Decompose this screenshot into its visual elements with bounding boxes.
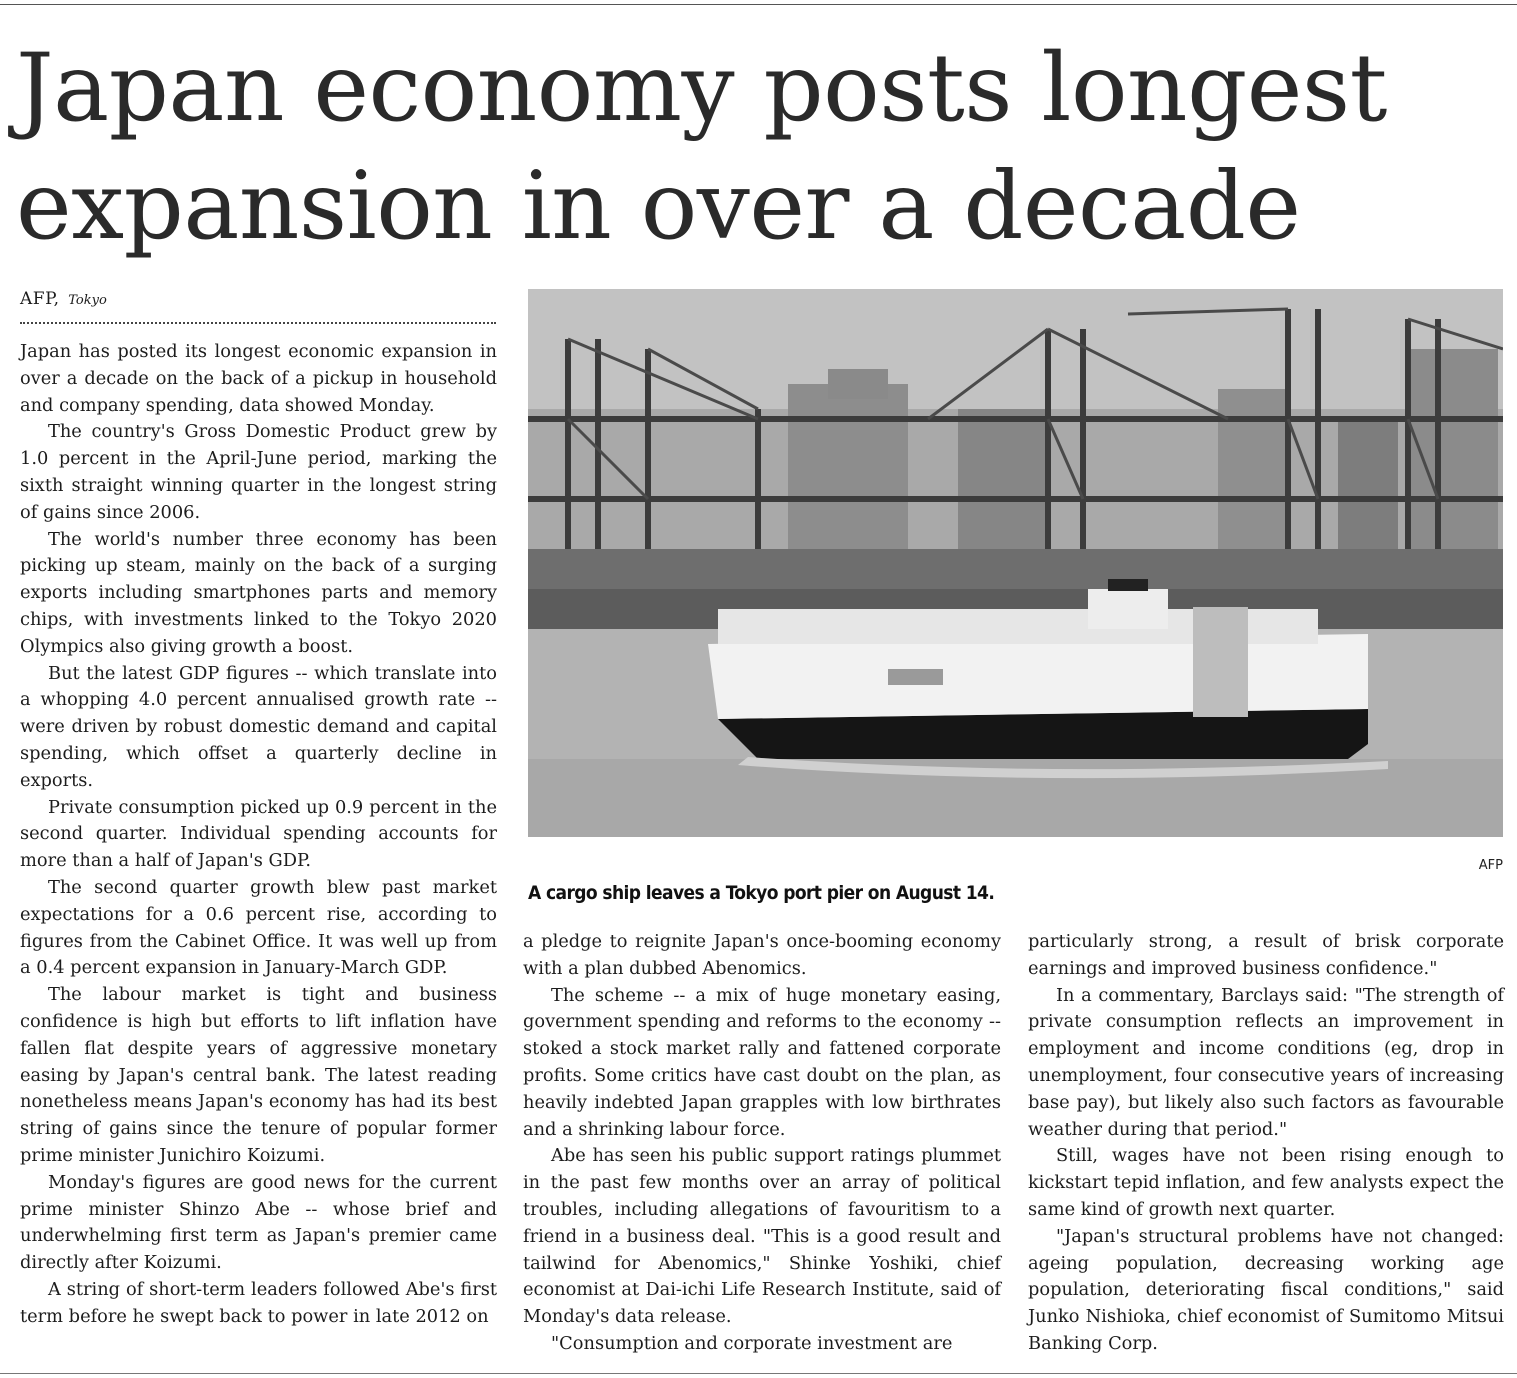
paragraph: a pledge to reignite Japan's once-booming economy with a plan dubbed Abenomics. [523,931,1001,979]
paragraph: Still, wages have not been rising enough to kickstart tepid inflation, and few analysts expect the same kind of growth next quarter. [1028,1145,1504,1220]
paragraph: But the latest GDP figures -- which translate into a whopping 4.0 percent annualised growth rate -- were driven by robust domestic demand and capital spending, which offset a quarterly decline in exports. [20,662,497,791]
paragraph: The second quarter growth blew past market expectations for a 0.6 percent rise, according to figures from the Cabinet Office. It was well up from a 0.4 percent expansion in January-March GDP. [20,876,497,979]
photo-caption: A cargo ship leaves a Tokyo port pier on August 14. [528,882,995,904]
byline-agency: AFP, [20,289,60,309]
paragraph: Abe has seen his public support ratings plummet in the past few months over an array of political troubles, including allegations of favouritism to a friend in a business deal. "This is a good result and tailwind for Abenomics," Shinke Yoshiki, chief economist at Dai-ichi Life Research Institute, said of Monday's data release. [523,1145,1001,1328]
byline [20,289,107,311]
byline-divider [20,322,496,324]
paragraph: The scheme -- a mix of huge monetary easing, government spending and reforms to the economy -- stoked a stock market rally and fattened corporate profits. Some critics have cast doubt on the plan, as heavily indebted Japan grapples with low birthrates and a shrinking labour force. [523,984,1001,1140]
bottom-rule [0,1373,1517,1374]
paragraph: particularly strong, a result of brisk corporate earnings and improved business confidence." [1028,931,1504,979]
paragraph: The world's number three economy has been picking up steam, mainly on the back of a surging exports including smartphones parts and memory chips, with investments linked to the Tokyo 2020 Olympics also giving growth a boost. [20,528,497,657]
headline [16,30,1511,266]
article-column-1 [20,339,497,1330]
photo-credit: AFP [1478,858,1503,873]
headline-line-1: Japan economy posts longest [16,34,1387,143]
headline-line-2: expansion in over a decade [16,152,1301,261]
article-column-3 [1028,929,1504,1358]
top-rule [0,4,1517,5]
paragraph: The labour market is tight and business confidence is high but efforts to lift inflation have fallen flat despite years of aggressive monetary easing by Japan's central bank. The latest reading nonetheless means Japan's economy has had its best string of gains since the tenure of popular former prime minister Junichiro Koizumi. [20,984,497,1166]
paragraph: Private consumption picked up 0.9 percent in the second quarter. Individual spending accounts for more than a half of Japan's GDP. [20,796,497,872]
paragraph: Monday's figures are good news for the current prime minister Shinzo Abe -- whose brief and underwhelming first term as Japan's premier came directly after Koizumi. [20,1171,497,1274]
cargo-ship-photo [528,289,1503,837]
paragraph: A string of short-term leaders followed Abe's first term before he swept back to power in late 2012 on [20,1278,497,1327]
paragraph: The country's Gross Domestic Product grew by 1.0 percent in the April-June period, marking the sixth straight winning quarter in the longest string of gains since 2006. [20,421,497,523]
paragraph: "Consumption and corporate investment are [551,1332,953,1354]
paragraph: Japan has posted its longest economic expansion in over a decade on the back of a pickup in household and company spending, data showed Monday. [20,341,497,416]
byline-location: Tokyo [68,293,107,308]
paragraph: In a commentary, Barclays said: "The strength of private consumption reflects an improvement in employment and income conditions (eg, drop in unemployment, four consecutive years of increasing base pay), but likely also such factors as favourable weather during that period." [1028,984,1504,1140]
paragraph: "Japan's structural problems have not changed: ageing population, decreasing working age population, deteriorating fiscal conditions," said Junko Nishioka, chief economist of Sumitomo Mitsui Banking Corp. [1028,1225,1504,1354]
article-column-2 [523,929,1001,1358]
